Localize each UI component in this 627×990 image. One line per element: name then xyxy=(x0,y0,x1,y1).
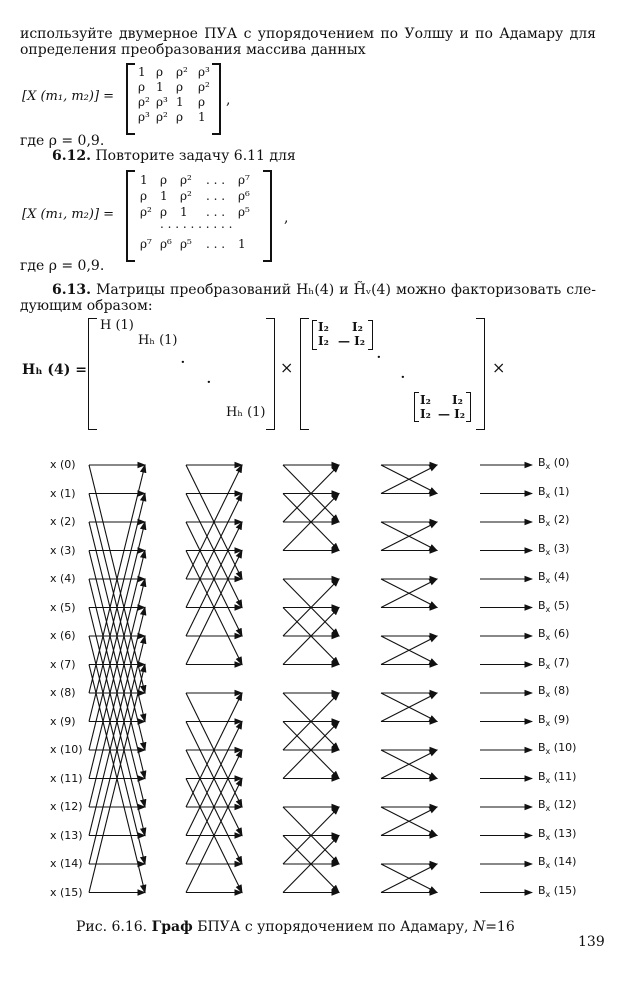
matrix2-cell: ρ xyxy=(160,173,168,187)
output-index: (8) xyxy=(550,684,570,697)
caption-n: N xyxy=(472,919,486,935)
output-subscript: x xyxy=(545,661,551,671)
task-6-13-text: Матрицы преобразований Hₕ(4) и H̃ᵥ(4) можно факторизовать сле- xyxy=(96,282,597,298)
output-index: (3) xyxy=(550,541,570,555)
output-subscript: x xyxy=(545,547,551,557)
matrix1-cell: ρ xyxy=(176,110,184,124)
graph-input-label: x (2) xyxy=(50,515,76,528)
output-subscript: x xyxy=(545,690,551,700)
output-subscript: x xyxy=(545,861,551,871)
matrix4-d: — I₂ xyxy=(338,334,366,348)
graph-input-label: x (12) xyxy=(50,800,83,813)
matrix2-cell: ρ⁶ xyxy=(160,237,172,251)
output-subscript: x xyxy=(545,490,551,500)
graph-input-label: x (14) xyxy=(50,857,83,870)
output-letter: B xyxy=(538,627,546,640)
figure-caption xyxy=(76,919,515,935)
output-subscript: x xyxy=(545,519,551,529)
matrix3-h1: H (1) xyxy=(100,318,134,333)
graph-input-label: x (3) xyxy=(50,543,76,557)
graph-input-label: x (4) xyxy=(50,572,76,585)
task-6-12-number: 6.12. xyxy=(52,148,91,164)
matrix1-cell: 1 xyxy=(176,95,184,109)
matrix2-comma: , xyxy=(284,210,289,226)
matrix1-cell: ρ xyxy=(156,65,164,79)
output-index: (0) xyxy=(550,456,570,469)
matrix1-cell: 1 xyxy=(156,80,164,94)
output-subscript: x xyxy=(545,462,551,472)
output-letter: B xyxy=(538,484,546,498)
matrix1-cell: ρ xyxy=(198,95,206,109)
output-letter: B xyxy=(538,712,546,726)
matrix4-dot-1: · xyxy=(376,347,382,368)
output-letter: B xyxy=(538,541,546,555)
matrix2-lhs: [X (m₁, m₂)] = xyxy=(22,207,115,222)
matrix2-cell: ρ⁷ xyxy=(140,237,152,251)
output-index: (4) xyxy=(550,570,570,583)
output-letter: B xyxy=(538,798,546,811)
matrix4-b: I₂ xyxy=(352,320,363,334)
times-sign-1: × xyxy=(280,358,294,377)
output-subscript: x xyxy=(545,832,551,842)
matrix2-cell: 1 xyxy=(160,189,168,203)
output-subscript: x xyxy=(545,775,551,785)
page-number: 139 xyxy=(578,934,605,950)
matrix2-cell: ρ⁵ xyxy=(180,237,192,251)
matrix2-cell: 1 xyxy=(180,205,188,219)
where-rho-2: где ρ = 0,9. xyxy=(20,258,105,274)
graph-input-label: x (1) xyxy=(50,486,76,500)
matrix1-comma: , xyxy=(226,92,231,108)
output-index: (13) xyxy=(550,826,577,840)
output-subscript: x xyxy=(545,576,551,586)
output-index: (12) xyxy=(550,798,577,811)
matrix2-cell: ρ² xyxy=(140,205,152,219)
matrix3-dot-1: · xyxy=(180,352,186,373)
matrix1-cell: ρ² xyxy=(176,65,188,79)
graph-input-label: x (11) xyxy=(50,771,83,785)
output-index: (10) xyxy=(550,741,577,754)
matrix2-dots-row: . . . . . . . . . . xyxy=(160,217,233,231)
task-6-12-text: Повторите задачу 6.11 для xyxy=(95,148,296,164)
output-index: (7) xyxy=(550,655,570,669)
matrix4-e: I₂ xyxy=(420,393,431,407)
output-letter: B xyxy=(538,826,546,840)
times-sign-2: × xyxy=(492,358,506,377)
graph-input-label: x (0) xyxy=(50,458,76,471)
matrix2-cell: ρ⁷ xyxy=(238,173,250,187)
task-6-13-number: 6.13. xyxy=(52,282,91,298)
output-subscript: x xyxy=(545,747,551,757)
output-letter: B xyxy=(538,855,546,868)
matrix2-cell: ρ xyxy=(140,189,148,203)
matrix1-cell: ρ³ xyxy=(198,65,210,79)
text-line-2: определения преобразования массива данных xyxy=(20,42,366,58)
output-letter: B xyxy=(538,456,546,469)
matrix2-cell: ρ xyxy=(160,205,168,219)
matrix2-cell: ρ⁵ xyxy=(238,205,250,219)
matrix3-dot-2: · xyxy=(206,372,212,393)
task-6-13-line-2: дующим образом: xyxy=(20,298,153,314)
matrix4-a: I₂ xyxy=(318,320,329,334)
matrix1-cell: ρ³ xyxy=(138,110,150,124)
output-index: (5) xyxy=(550,598,570,612)
matrix1-cell: ρ xyxy=(176,80,184,94)
output-letter: B xyxy=(538,655,546,669)
matrix1-cell: 1 xyxy=(138,65,146,79)
caption-pre: Рис. 6.16. xyxy=(76,919,148,935)
graph-input-label: x (9) xyxy=(50,714,76,728)
matrix1-cell: ρ² xyxy=(156,110,168,124)
output-letter: B xyxy=(538,598,546,612)
matrix2-cell: ρ² xyxy=(180,173,192,187)
output-index: (9) xyxy=(550,712,570,726)
graph-input-label: x (8) xyxy=(50,686,76,699)
matrix2-cell: ρ⁶ xyxy=(238,189,250,203)
matrix1-cell: ρ² xyxy=(198,80,210,94)
graph-input-label: x (5) xyxy=(50,600,76,614)
matrix4-c: I₂ xyxy=(318,334,329,348)
caption-eq: =16 xyxy=(485,919,515,935)
output-letter: B xyxy=(538,741,546,754)
matrix1-lhs: [X (m₁, m₂)] = xyxy=(22,89,115,104)
output-index: (1) xyxy=(550,484,570,498)
matrix4-h: — I₂ xyxy=(438,407,466,421)
output-index: (11) xyxy=(550,769,577,783)
output-subscript: x xyxy=(545,633,551,643)
graph-input-label: x (6) xyxy=(50,629,76,642)
matrix2-cell: ρ² xyxy=(180,189,192,203)
matrix2-cell: . . . xyxy=(206,237,226,251)
matrix4-g: I₂ xyxy=(420,407,431,421)
output-index: (2) xyxy=(550,513,570,526)
matrix2-cell: . . . xyxy=(206,189,226,203)
output-index: (15) xyxy=(550,883,577,897)
caption-rest: БПУА с упорядочением по Адамару, xyxy=(197,919,469,935)
matrix2-cell: . . . xyxy=(206,205,226,219)
text-line-1: используйте двумерное ПУА с упорядочением по Уолшу и по Адамару для xyxy=(20,26,596,42)
output-letter: B xyxy=(538,513,546,526)
caption-bold: Граф xyxy=(151,919,193,935)
matrix1-cell: ρ³ xyxy=(156,95,168,109)
output-subscript: x xyxy=(545,804,551,814)
matrix2-cell: . . . xyxy=(206,173,226,187)
graph-input-label: x (10) xyxy=(50,743,83,756)
matrix4-dot-2: · xyxy=(400,367,406,388)
eq-lhs: Hₕ (4) = xyxy=(22,362,87,378)
where-rho-1: где ρ = 0,9. xyxy=(20,133,105,149)
matrix1-cell: ρ² xyxy=(138,95,150,109)
matrix1-cell: ρ xyxy=(138,80,146,94)
output-letter: B xyxy=(538,769,546,783)
matrix3-h2: Hₕ (1) xyxy=(138,333,178,348)
output-subscript: x xyxy=(545,889,551,899)
output-letter: B xyxy=(538,684,546,697)
output-index: (6) xyxy=(550,627,570,640)
output-letter: B xyxy=(538,570,546,583)
matrix3-h3: Hₕ (1) xyxy=(226,405,266,420)
matrix4-f: I₂ xyxy=(452,393,463,407)
graph-input-label: x (7) xyxy=(50,657,76,671)
graph-input-label: x (15) xyxy=(50,885,83,899)
output-subscript: x xyxy=(545,604,551,614)
output-subscript: x xyxy=(545,718,551,728)
matrix2-cell: 1 xyxy=(140,173,148,187)
graph-input-label: x (13) xyxy=(50,828,83,842)
matrix2-cell: 1 xyxy=(238,237,246,251)
matrix1-cell: 1 xyxy=(198,110,206,124)
output-letter: B xyxy=(538,883,546,897)
output-index: (14) xyxy=(550,855,577,868)
